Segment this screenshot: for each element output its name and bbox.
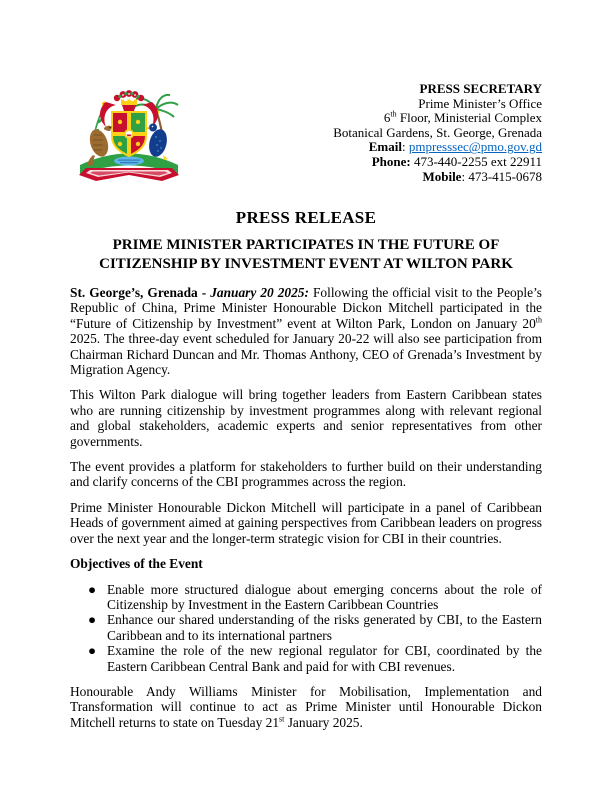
objectives-list bbox=[70, 582, 542, 674]
headline: PRIME MINISTER PARTICIPATES IN THE FUTURE OF CITIZENSHIP BY INVESTMENT EVENT AT WILTON PARK bbox=[99, 237, 513, 272]
objective-item: ● Enhance our shared understanding of the risks generated by CBI, to the Eastern Caribbean and to its international partners bbox=[88, 612, 542, 643]
floor-line: 6th Floor, Ministerial Complex bbox=[383, 109, 542, 126]
grenada-coat-of-arms-icon bbox=[76, 85, 182, 185]
paragraph-platform: The event provides a platform for stakeholders to further build on their understanding and clarify concerns of the CBI programmes across the region. bbox=[70, 459, 542, 490]
bullet-icon: ● bbox=[88, 581, 97, 597]
bullet-icon: ● bbox=[88, 612, 97, 628]
email-line: Email: pmpresssec@pmo.gov.gd bbox=[368, 139, 542, 155]
contact-block bbox=[182, 82, 542, 184]
office-line: Prime Minister’s Office bbox=[418, 95, 542, 111]
dateline-location: St. George’s, Grenada - bbox=[70, 285, 211, 300]
address-line: Botanical Gardens, St. George, Grenada bbox=[333, 124, 542, 140]
press-release-title: PRESS RELEASE bbox=[235, 208, 377, 227]
paragraph-panel: Prime Minister Honourable Dickon Mitchell will participate in a panel of Caribbean Heads of government aimed at gaining perspectives from Caribbean leaders on progress over the next year and the longer-term strategic vision for CBI in their countries. bbox=[70, 499, 542, 546]
bullet-icon: ● bbox=[88, 643, 97, 659]
objective-item: ● Examine the role of the new regional regulator for CBI, coordinated by the Eastern Caribbean Central Bank and paid for with CBI revenues. bbox=[88, 643, 542, 674]
phone-line: Phone: 473-440-2255 ext 22911 bbox=[371, 153, 542, 169]
paragraph-dialogue: This Wilton Park dialogue will bring together leaders from Eastern Caribbean states who are running citizenship by investment programmes along with relevant regional and global stakeholders, academic experts and senior representatives from other governments. bbox=[70, 387, 542, 449]
paragraph-closing: Honourable Andy Williams Minister for Mobilisation, Implementation and Transformation will continue to act as Prime Minister until Honourable Dickon Mitchell returns to state on Tuesday 21st January 2025. bbox=[70, 683, 542, 730]
objectives-heading: Objectives of the Event bbox=[70, 556, 203, 572]
dateline-date: January 20 2025: bbox=[210, 285, 309, 300]
email-link[interactable]: pmpresssec@pmo.gov.gd bbox=[408, 139, 542, 155]
body-copy bbox=[70, 285, 542, 730]
letterhead bbox=[70, 82, 542, 185]
objective-item: ● Enable more structured dialogue about emerging concerns about the role of Citizenship by Investment in the Eastern Caribbean Countries bbox=[88, 581, 542, 612]
mobile-line: Mobile: 473-415-0678 bbox=[422, 168, 542, 184]
press-secretary-title: PRESS SECRETARY bbox=[419, 81, 542, 96]
paragraph-dateline: St. George’s, Grenada - January 20 2025: Following the official visit to the People’s Republic of China, Prime Minister Honourable Dickon Mitchell participated in the “Future of Citizenship by Investment” event at Wilton Park, London on January 20th 2025. The three-day event scheduled for January 20-22 will also see participation from Chairman Richard Duncan and Mr. Thomas Anthony, CEO of Grenada’s Investment by Migration Agency. bbox=[70, 285, 542, 378]
